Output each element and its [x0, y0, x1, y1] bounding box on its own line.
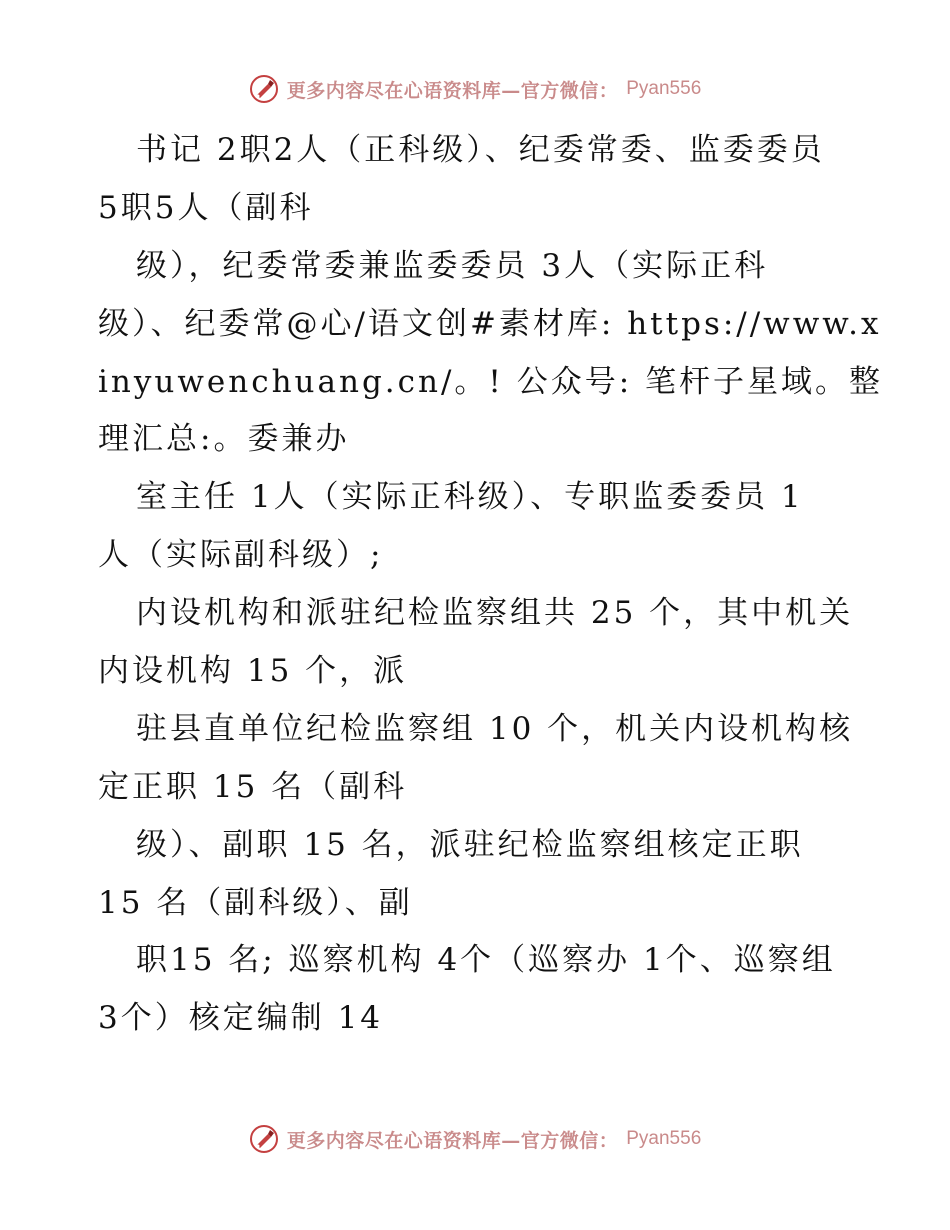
text-line: 级）、纪委常@心/语文创#素材库: https://www.x — [98, 305, 882, 342]
text-line: 内设机构和派驻纪检监察组共 25 个，其中机关 — [136, 595, 854, 632]
watermark-wechat-id: Pyan556 — [626, 1128, 702, 1149]
text-line: 定正职 15 名（副科 — [98, 768, 408, 805]
text-line: 级）、副职 15 名，派驻纪检监察组核定正职 — [136, 826, 804, 863]
text-line: inyuwenchuang.cn/。! 公众号: 笔杆子星域。整 — [98, 363, 884, 400]
text-line: 级），纪委常委兼监委委员 3人（实际正科 — [136, 247, 769, 284]
text-line: 驻县直单位纪检监察组 10 个，机关内设机构核 — [136, 710, 854, 747]
text-line: 职15 名; 巡察机构 4个（巡察办 1个、巡察组 — [136, 942, 836, 979]
footer-watermark — [0, 1122, 950, 1156]
text-line: 书记 2职2人（正科级）、纪委常委、监委委员 — [136, 132, 825, 168]
text-line: 室主任 1人（实际正科级）、专职监委委员 1 — [136, 479, 804, 516]
watermark-text: 更多内容尽在心语资料库—官方微信： — [286, 1129, 619, 1152]
watermark-wechat-id: Pyan556 — [626, 78, 702, 99]
text-line: 人（实际副科级）; — [98, 537, 384, 574]
text-line: 3个）核定编制 14 — [98, 1000, 384, 1037]
text-line: 理汇总:。委兼办 — [98, 421, 350, 458]
text-line: 15 名（副科级）、副 — [98, 884, 413, 921]
text-line: 5职5人（副科 — [98, 189, 314, 226]
pen-logo-icon — [249, 1124, 279, 1154]
document-body — [98, 122, 884, 1048]
pen-logo-icon — [249, 74, 279, 104]
watermark-text: 更多内容尽在心语资料库—官方微信： — [286, 79, 619, 102]
text-line: 内设机构 15 个，派 — [98, 653, 408, 690]
header-watermark — [0, 72, 950, 106]
